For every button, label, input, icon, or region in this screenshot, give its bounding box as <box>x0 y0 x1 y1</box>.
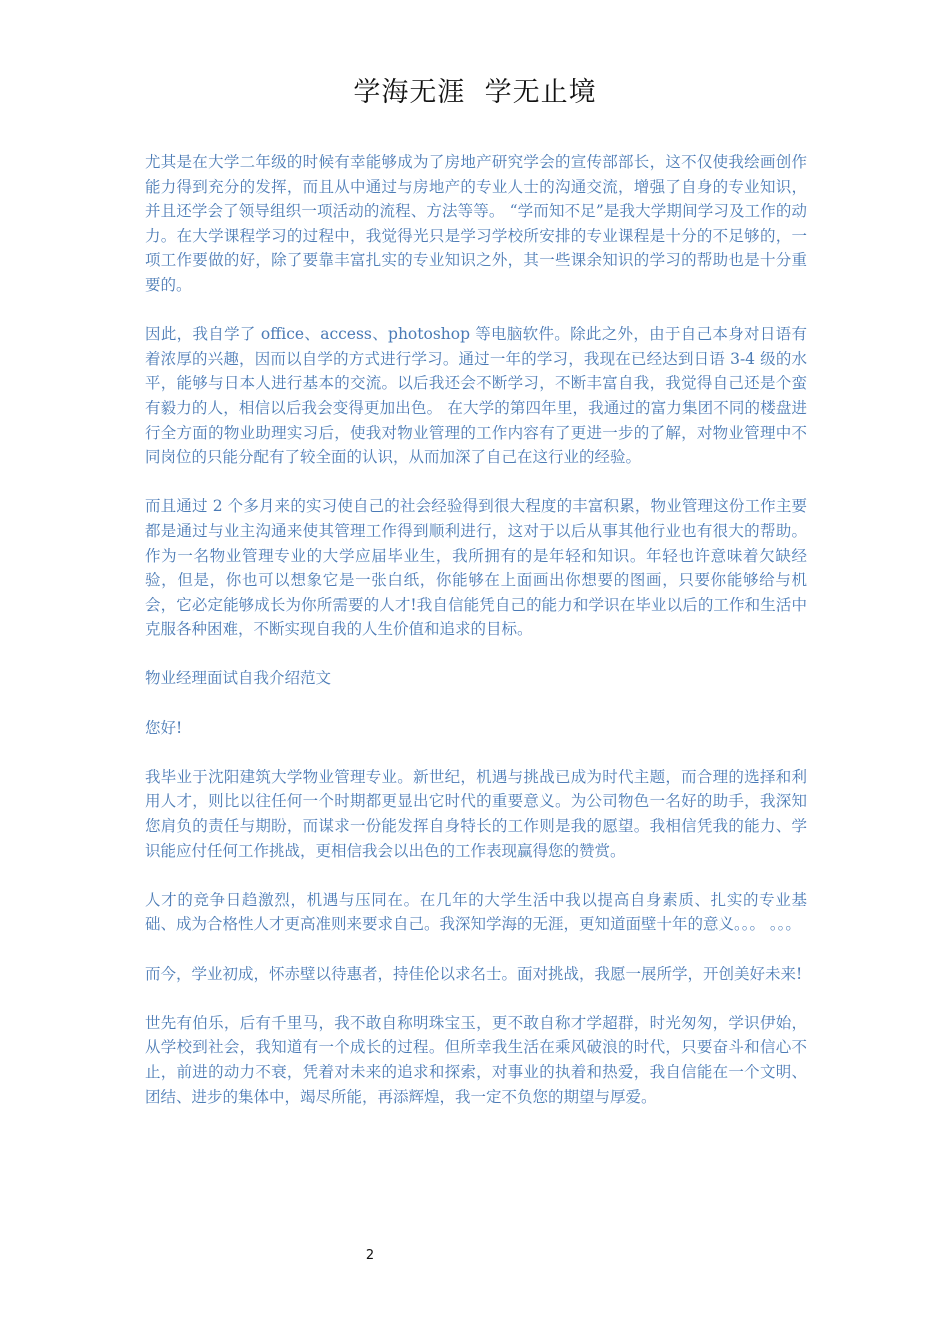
page-header-title: 学海无涯 学无止境 <box>353 77 597 108</box>
paragraph-5: 人才的竞争日趋激烈，机遇与压同在。在几年的大学生活中我以提高自身素质、扎实的专业基础、成为合格性人才更高准则来要求自己。我深知学海的无涯，更知道面壁十年的意义。。。 。。。 <box>145 890 807 934</box>
paragraph-3: 而且通过 2 个多月来的实习使自己的社会经验得到很大程度的丰富积累，物业管理这份工作主要都是通过与业主沟通来使其管理工作得到顺利进行，这对于以后从事其他行业也有很大的帮助。 作为一名物业管理专业的大学应届毕业生，我所拥有的是年轻和知识。年轻也许意味着欠缺经验，但是，你也可以想象它是一张白纸，你能够在上面画出你想要的图画，只要你能够给与机会，它必定能够成长为你所需要的人才!我自信能凭自己的能力和学识在毕业以后的工作和生活中克服各种困难，不断实现自我的人生价值和追求的目标。 <box>145 497 807 639</box>
paragraph-6: 而今，学业初成，怀赤壁以待惠者，持佳伦以求名士。面对挑战，我愿一展所学，开创美好未来! <box>145 964 803 983</box>
paragraph-7: 世先有伯乐，后有千里马，我不敢自称明珠宝玉，更不敢自称才学超群，时光匆匆，学识伊始，从学校到社会，我知道有一个成长的过程。但所幸我生活在乘风破浪的时代，只要奋斗和信心不止，前进的动力不衰，凭着对未来的追求和探索，对事业的执着和热爱，我自信能在一个文明、团结、进步的集体中，竭尽所能，再添辉煌，我一定不负您的期望与厚爱。 <box>145 1013 807 1106</box>
section-heading: 物业经理面试自我介绍范文 <box>145 669 332 688</box>
paragraph-2: 因此，我自学了 office、access、photoshop 等电脑软件。除此之外，由于自己本身对日语有着浓厚的兴趣，因而以自学的方式进行学习。通过一年的学习，我现在已经达到日语 3-4 级的水平，能够与日本人进行基本的交流。以后我还会不断学习，不断丰富自我，我觉得自己还是个蛮有毅力的人，相信以后我会变得更加出色。 在大学的第四年里，我通过的富力集团不同的楼盘进行全方面的物业助理实习后，使我对物业管理的工作内容有了更进一步的了解，对物业管理中不同岗位的只能分配有了较全面的认识，从而加深了自己在这行业的经验。 <box>145 325 807 467</box>
paragraph-1: 尤其是在大学二年级的时候有幸能够成为了房地产研究学会的宣传部部长，这不仅使我绘画创作能力得到充分的发挥，而且从中通过与房地产的专业人士的沟通交流，增强了自身的专业知识，并且还学会了领导组织一项活动的流程、方法等等。 “学而知不足”是我大学期间学习及工作的动力。在大学课程学习的过程中，我觉得光只是学习学校所安排的专业课程是十分的不足够的，一项工作要做的好，除了要靠丰富扎实的专业知识之外，其一些课余知识的学习的帮助也是十分重要的。 <box>145 153 807 294</box>
paragraph-4: 我毕业于沈阳建筑大学物业管理专业。新世纪，机遇与挑战已成为时代主题，而合理的选择和利用人才，则比以往任何一个时期都更显出它时代的重要意义。为公司物色一名好的助手，我深知您肩负的责任与期盼，而谋求一份能发挥自身特长的工作则是我的愿望。我相信凭我的能力、学识能应付任何工作挑战，更相信我会以出色的工作表现赢得您的赞赏。 <box>145 767 807 860</box>
page-number: 2 <box>365 1248 375 1263</box>
greeting: 您好! <box>145 718 183 737</box>
document-body <box>145 150 807 1134</box>
